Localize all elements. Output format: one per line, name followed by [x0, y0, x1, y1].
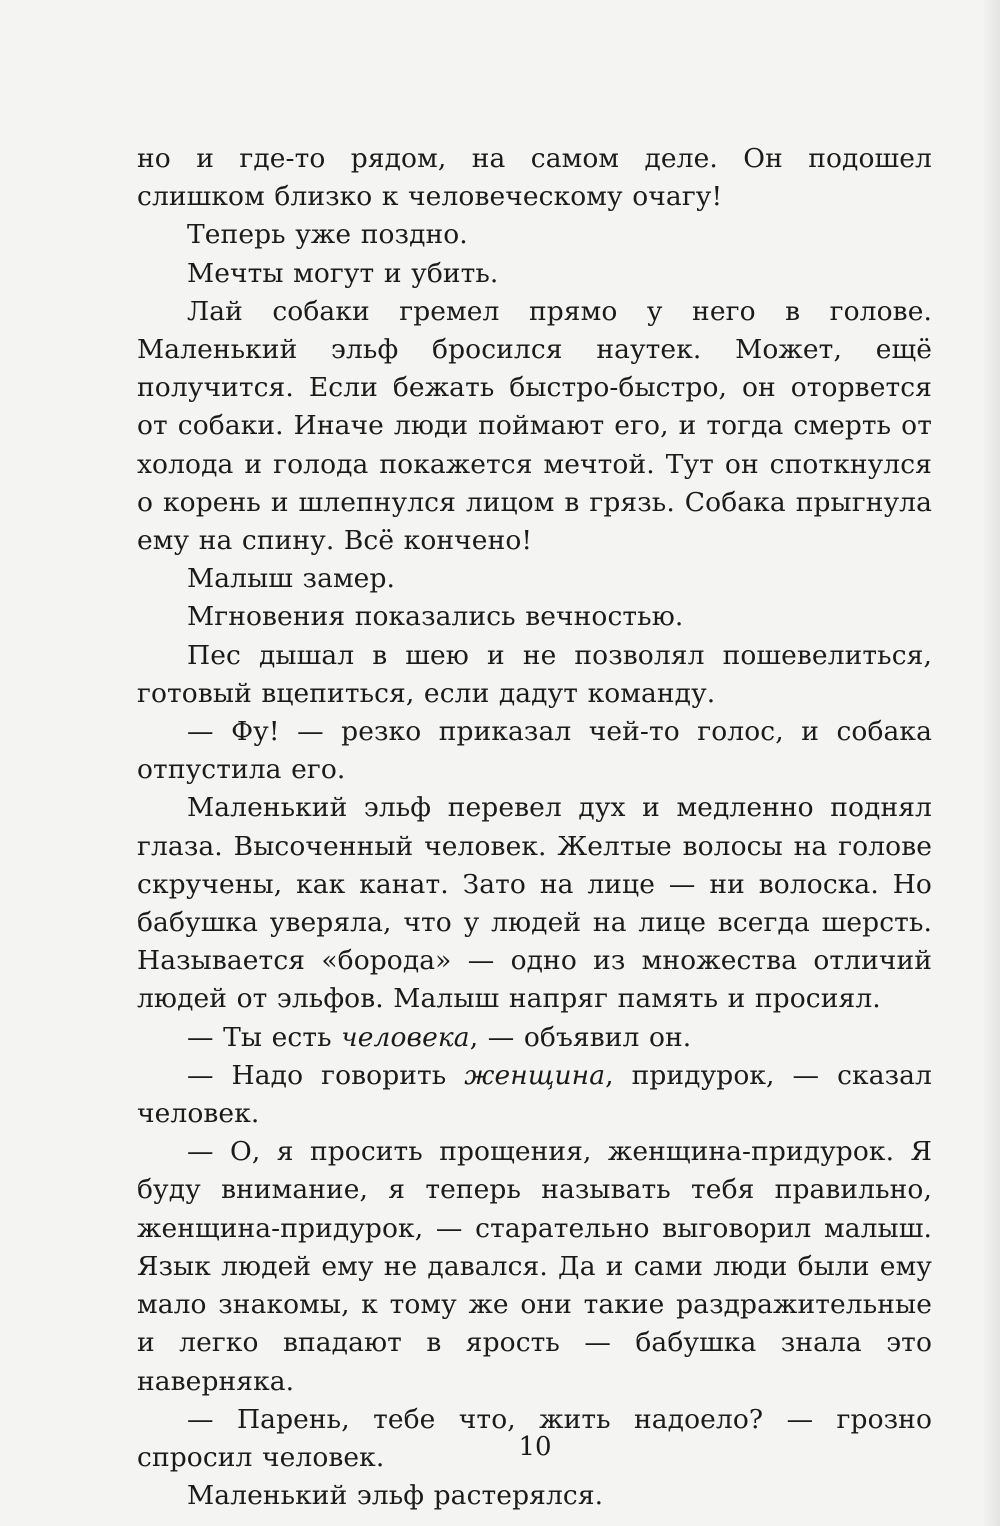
page-number-label: 10	[518, 1432, 552, 1462]
paragraph-4: Лай собаки гремел прямо у него в голове. Маленький эльф бросился наутек. Может, ещё получится. Если бежать быстро-быстро, он оторвется от собаки. Иначе люди поймают его, и тогда смерть от холода и голода покажется мечтой. Тут он споткнулся о корень и шлепнулся лицом в грязь. Собака прыгнула ему на спину. Всё кончено!	[137, 295, 932, 557]
paragraph-10-italic: человека	[341, 1021, 470, 1053]
paragraph-9: Маленький эльф перевел дух и медленно поднял глаза. Высоченный человек. Желтые волосы на голове скручены, как канат. Зато на лице — ни волоска. Но бабушка уверяла, что у людей на лице всегда шерсть. Называется «борода» — одно из множества отличий людей от эльфов. Малыш напряг память и просиял.	[137, 792, 932, 1015]
paragraph-12: — О, я просить прощения, женщина-придурок. Я буду внимание, я теперь называть тебя правильно, женщина-придурок, — старательно выговорил малыш. Язык людей ему не давался. Да и сами люди были ему мало знакомы, к тому же они такие раздражительные и легко впадают в ярость — бабушка знала это наверняка.	[137, 1136, 932, 1397]
paragraph-10-before: — Ты есть	[187, 1021, 342, 1053]
paragraph-6: Мгновения показались вечностью.	[187, 601, 684, 633]
paragraph-13: — Парень, тебе что, жить надоело? — грозно спросил человек.	[137, 1403, 932, 1473]
paragraph-10-after: , — объявил он.	[469, 1021, 692, 1053]
paragraph-10	[137, 1019, 932, 1057]
paragraph-11-before: — Надо говорить	[187, 1059, 465, 1091]
page-number	[0, 1432, 1000, 1462]
paragraph-11-after: , придурок, — сказал человек.	[137, 1059, 932, 1130]
paragraph-2: Теперь уже поздно.	[187, 219, 468, 251]
paragraph-3: Мечты могут и убить.	[187, 257, 499, 289]
body-text	[137, 140, 932, 1515]
paragraph-5: Малыш замер.	[187, 563, 396, 595]
paragraph-11	[137, 1057, 932, 1133]
paragraph-7: Пес дышал в шею и не позволял пошевелиться, готовый вцепиться, если дадут команду.	[137, 639, 932, 709]
paragraph-8: — Фу! — резко приказал чей-то голос, и собака отпустила его.	[137, 716, 932, 786]
paragraph-11-italic: женщина	[464, 1059, 606, 1091]
paragraph-14: Маленький эльф растерялся.	[187, 1480, 604, 1512]
page-edge	[982, 0, 1000, 1526]
paragraph-1: но и где-то рядом, на самом деле. Он подошел слишком близко к человеческому очагу!	[137, 143, 932, 213]
